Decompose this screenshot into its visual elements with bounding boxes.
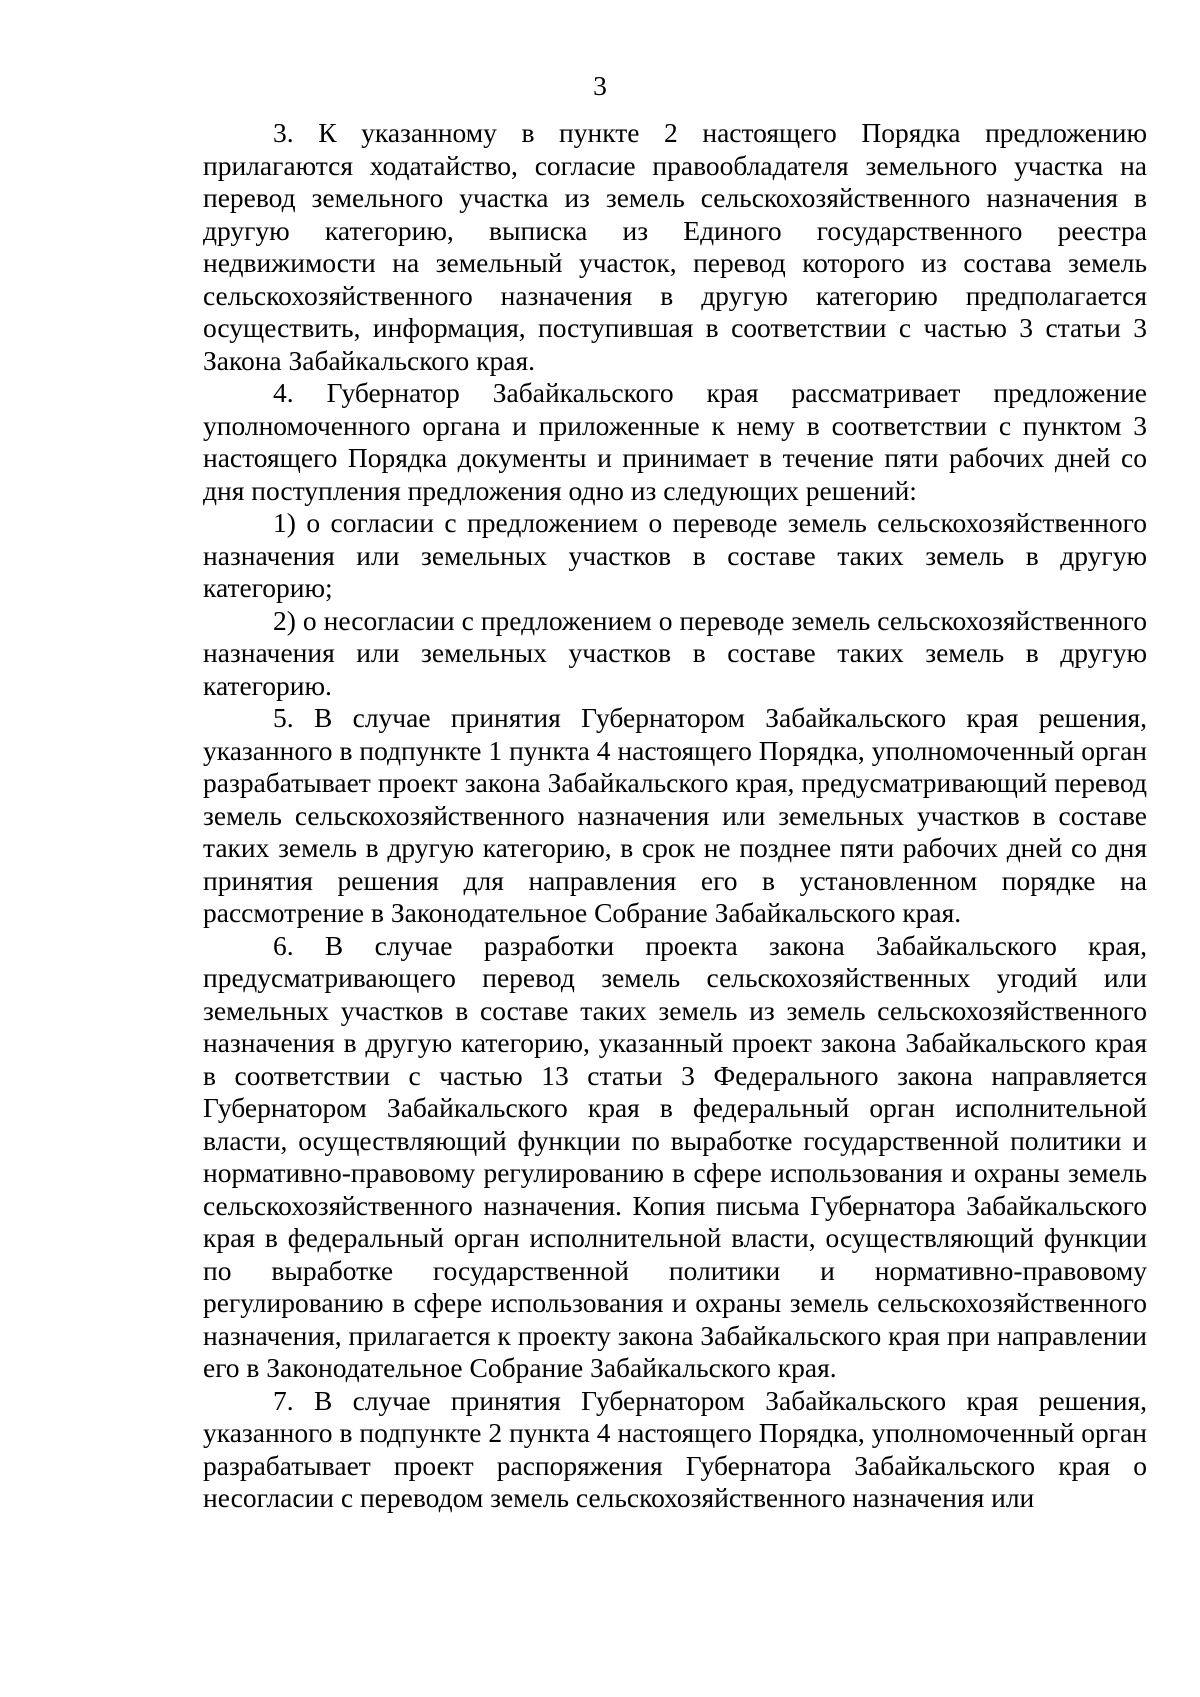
paragraph-5: 5. В случае принятия Губернатором Забайкальского края решения, указанного в подпункте 1 пункта 4 настоящего Порядка, уполномоченный орган разрабатывает проект закона Забайкальского края, предусматривающий перевод земель сельскохозяйственного назначения или земельных участков в составе таких земель в другую категорию, в срок не позднее пяти рабочих дней со дня принятия решения для направления его в установленном порядке на рассмотрение в Законодательное Собрание Забайкальского края. <box>203 702 1147 928</box>
page-number: 3 <box>593 70 607 101</box>
subparagraph-1: 1) о согласии с предложением о переводе земель сельскохозяйственного назначения или земельных участков в составе таких земель в другую категорию; <box>203 507 1147 603</box>
subparagraph-2: 2) о несогласии с предложением о переводе земель сельскохозяйственного назначения или земельных участков в составе таких земель в другую категорию. <box>203 604 1147 701</box>
paragraph-4: 4. Губернатор Забайкальского края рассматривает предложение уполномоченного органа и приложенные к нему в соответствии с пунктом 3 настоящего Порядка документы и принимает в течение пяти рабочих дней со дня поступления предложения одно из следующих решений: <box>203 377 1147 506</box>
paragraph-7: 7. В случае принятия Губернатором Забайкальского края решения, указанного в подпункте 2 пункта 4 настоящего Порядка, уполномоченный орган разрабатывает проект распоряжения Губернатора Забайкальского края о несогласии с переводом земель сельскохозяйственного назначения или <box>203 1384 1147 1513</box>
paragraph-6: 6. В случае разработки проекта закона Забайкальского края, предусматривающего перевод земель сельскохозяйственных угодий или земельных участков в составе таких земель из земель сельскохозяйственного назначения в другую категорию, указанный проект закона Забайкальского края в соответствии с частью 13 статьи 3 Федерального закона направляется Губернатором Забайкальского края в федеральный орган исполнительной власти, осуществляющий функции по выработке государственной политики и нормативно-правовому регулированию в сфере использования и охраны земель сельскохозяйственного назначения. Копия письма Губернатора Забайкальского края в федеральный орган исполнительной власти, осуществляющий функции по выработке государственной политики и нормативно-правовому регулированию в сфере использования и охраны земель сельскохозяйственного назначения, прилагается к проекту закона Забайкальского края при направлении его в Законодательное Собрание Забайкальского края. <box>203 929 1147 1383</box>
paragraph-3: 3. К указанному в пункте 2 настоящего Порядка предложению прилагаются ходатайство, согласие правообладателя земельного участка на перевод земельного участка из земель сельскохозяйственного назначения в другую категорию, выписка из Единого государственного реестра недвижимости на земельный участок, перевод которого из состава земель сельскохозяйственного назначения в другую категорию предполагается осуществить, информация, поступившая в соответствии с частью 3 статьи 3 Закона Забайкальского края. <box>203 117 1147 376</box>
document-body <box>203 117 1147 1515</box>
